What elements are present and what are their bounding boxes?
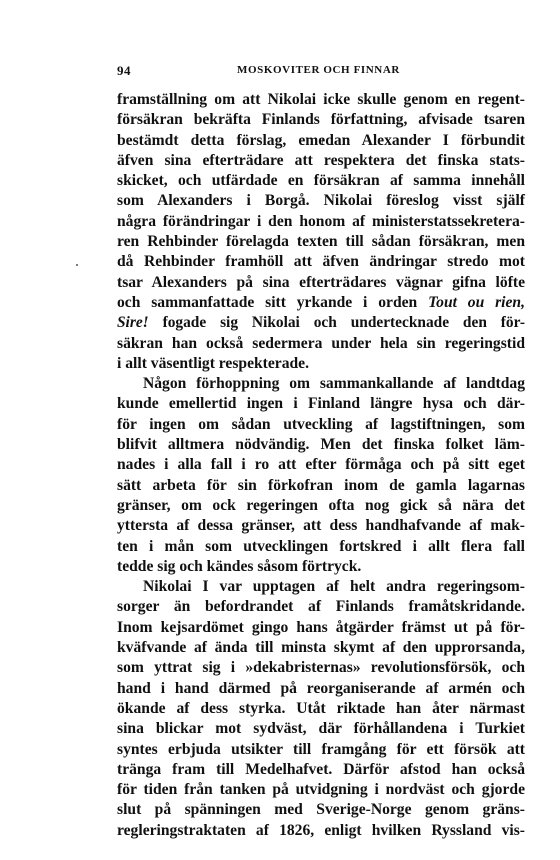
text-line: skicket, och utfärdade en försäkran af samma innehåll xyxy=(117,172,525,190)
text-line: syntes erbjuda utsikter till framgång för ett försök att xyxy=(117,740,525,758)
paragraph-first-line: Nikolai I var upptagen af helt andra regeringsom- xyxy=(143,578,525,596)
text-line: Inom kejsardömet gingo hans åtgärder främst ut på för- xyxy=(117,618,525,636)
text-line: i allt väsentligt respekterade. xyxy=(117,354,310,372)
page-number: 94 xyxy=(117,63,131,78)
text-line: blifvit alltmera nödvändig. Men det finska folket läm- xyxy=(117,436,525,454)
text-line: kväfvande af ända till minsta skymt af den upprorsanda, xyxy=(117,639,525,657)
text-line: för tiden från tanken på utvidgning i nordväst och gjorde xyxy=(117,781,525,799)
text-line: ökande af dess styrka. Utåt riktade han åter närmast xyxy=(117,699,525,717)
text-line-with-italic xyxy=(117,293,525,313)
print-speck xyxy=(76,264,78,266)
text-line: slut på spänningen med Sverige-Norge genom gräns- xyxy=(117,801,525,819)
text-line: då Rehbinder framhöll att äfven ändringar stredo mot xyxy=(117,253,525,271)
text-line: framställning om att Nikolai icke skulle genom en regent- xyxy=(117,91,525,108)
text-line: hand i hand därmed på reorganiserande af armén och xyxy=(117,679,525,697)
text-line: som Alexanders i Borgå. Nikolai föreslog visst själf xyxy=(117,192,525,210)
text-line: säkran han också sedermera under hela sin regeringstid xyxy=(117,334,525,352)
text-line: tedde sig och kändes såsom förtryck. xyxy=(117,557,362,575)
text-line: äfven sina efterträdare att respektera det finska stats- xyxy=(117,151,525,169)
text-line: sätt arbeta för sin förkofran inom de gamla lagarnas xyxy=(117,476,525,494)
text-line: yttersta af dessa gränser, att dess handhafvande af mak- xyxy=(117,517,525,535)
text-line: försäkran bekräfta Finlands författning, afvisade tsaren xyxy=(117,111,525,129)
running-head xyxy=(117,63,523,79)
italic-phrase: Tout ou rien, xyxy=(428,293,525,311)
text-line: tsar Alexanders på sina efterträdares vägnar gifna löfte xyxy=(117,273,525,291)
paragraph-first-line: Någon förhoppning om sammankallande af landtdag xyxy=(143,375,525,393)
text-segment: och sammanfattade sitt yrkande i orden xyxy=(117,293,418,311)
text-line: ren Rehbinder förelagda texten till sådan försäkran, men xyxy=(117,233,525,251)
text-line: gränser, om ock regeringen ofta nog gick så nära det xyxy=(117,496,525,514)
text-line: sina blickar mot sydväst, där förhållandena i Turkiet xyxy=(117,720,525,738)
body-text xyxy=(117,90,525,841)
text-line: ten i mån som utvecklingen fortskred i allt flera fall xyxy=(117,537,525,555)
text-line: nades i alla fall i ro att efter förmåga och på sitt eget xyxy=(117,456,525,474)
text-line: för ingen om sådan utveckling af lagstiftningen, som xyxy=(117,415,525,433)
text-line: tränga fram till Medelhafvet. Därför afstod han också xyxy=(117,760,525,778)
running-title: MOSKOVITER OCH FINNAR xyxy=(237,64,400,76)
text-line: som yttrat sig i »dekabristernas» revolutionsförsök, och xyxy=(117,659,525,677)
text-line: bestämdt detta förslag, emedan Alexander I förbundit xyxy=(117,131,525,149)
text-line: kunde emellertid ingen i Finland längre hysa och där- xyxy=(117,395,525,413)
text-segment: fogade sig Nikolai och undertecknade den för- xyxy=(162,314,525,332)
text-line-with-italic xyxy=(117,313,525,333)
text-line: sorger än befordrandet af Finlands framåtskridande. xyxy=(117,598,525,616)
italic-phrase: Sire! xyxy=(117,314,149,332)
text-line: några förändringar i den honom af ministerstatssekretera- xyxy=(117,212,525,230)
text-line: regleringstraktaten af 1826, enligt hvilken Ryssland vis- xyxy=(117,821,525,839)
